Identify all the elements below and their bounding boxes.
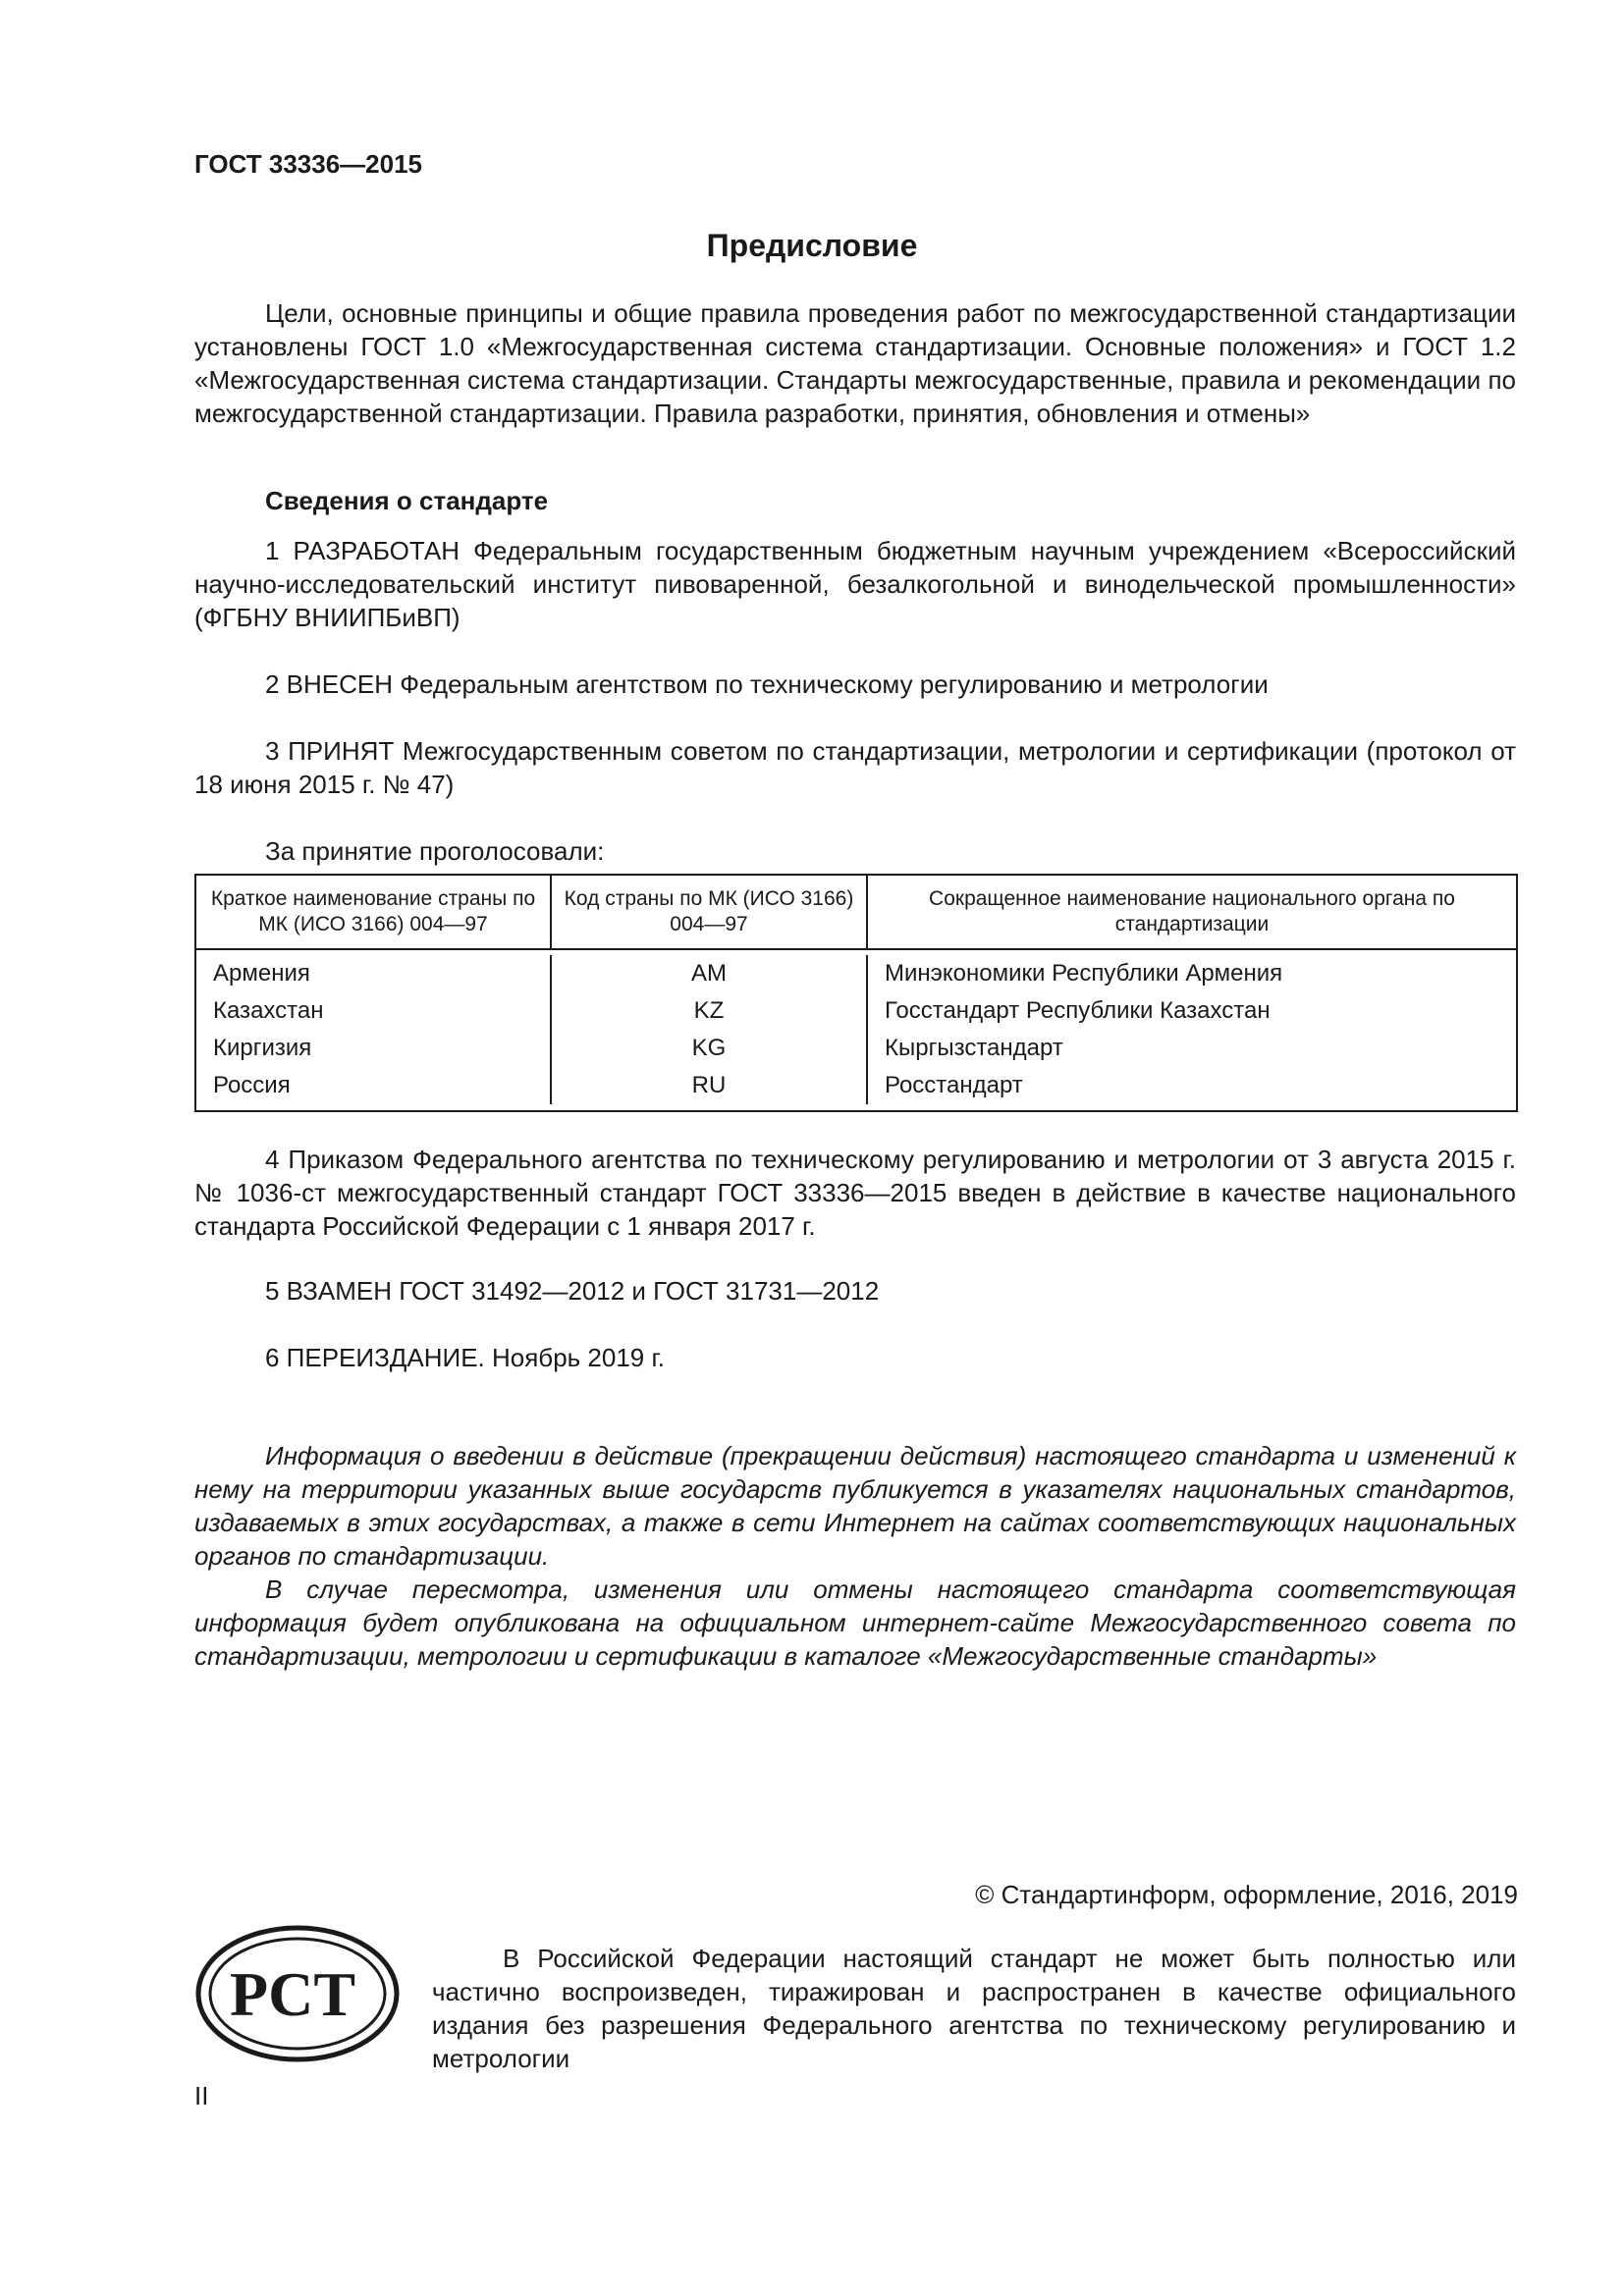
item-3-paragraph: 3 ПРИНЯТ Межгосударственным советом по стандартизации, метрологии и сертификации (протокол от 18 июня 2015 г. № 47) [194, 736, 1516, 799]
intro-paragraph: Цели, основные принципы и общие правила проведения работ по межгосударственной стандартизации установлены ГОСТ 1.0 «Межгосударственная система стандартизации. Основные положения» и ГОСТ 1.2 «Межгосударственная система стандартизации. Стандарты межгосударственные, правила и рекомендации по межгосударственной стандартизации. Правила разработки, принятия, обновления и отмены» [194, 298, 1516, 428]
table-cell-body: Минэкономики Республики Армения [885, 960, 1283, 987]
section-heading: Сведения о стандарте [265, 486, 549, 515]
page-number: II [194, 2081, 209, 2110]
copyright-line: © Стандартинформ, оформление, 2016, 2019 [975, 1880, 1518, 1909]
svg-text:PCT: PCT [230, 1959, 355, 2029]
table-cell-body: Росстандарт [885, 1072, 1023, 1098]
item-2-paragraph: 2 ВНЕСЕН Федеральным агентством по техническому регулированию и метрологии [265, 669, 1269, 699]
table-cell-country: Киргизия [213, 1035, 312, 1061]
table-header-country: Краткое наименование страны по МК (ИСО 3166) 004—97 [196, 876, 552, 948]
table-cell-code: KZ [693, 997, 725, 1024]
table-cell-country: Казахстан [213, 997, 324, 1024]
item-5-paragraph: 5 ВЗАМЕН ГОСТ 31492—2012 и ГОСТ 31731—2012 [265, 1276, 880, 1306]
note-1-paragraph: Информация о введении в действие (прекращении действия) настоящего стандарта и изменений к нему на территории указанных выше государств публикуется в указателях национальных стандартов, издаваемых в этих государствах, а также в сети Интернет на сайтах соответствующих национальных органов по стандартизации. [194, 1441, 1516, 1571]
table-cell-country: Россия [213, 1072, 291, 1098]
table-header-row [196, 876, 1516, 950]
table-column-country [196, 955, 552, 1104]
voting-table [194, 874, 1518, 1112]
document-code: ГОСТ 33336—2015 [194, 149, 422, 179]
item-1-paragraph: 1 РАЗРАБОТАН Федеральным государственным бюджетным научным учреждением «Всероссийский научно-исследовательский институт пивоваренной, безалкогольной и винодельческой промышленности» (ФГБНУ ВНИИПБиВП) [194, 536, 1516, 632]
item-6-paragraph: 6 ПЕРЕИЗДАНИЕ. Ноябрь 2019 г. [265, 1343, 666, 1372]
note-2-paragraph: В случае пересмотра, изменения или отмены настоящего стандарта соответствующая информация будет опубликована на официальном интернет-сайте Межгосударственного совета по стандартизации, метрологии и сертификации в каталоге «Межгосударственные стандарты» [194, 1575, 1516, 1671]
table-cell-code: RU [691, 1072, 727, 1098]
table-cell-code: AM [691, 960, 727, 987]
table-column-code [552, 955, 868, 1104]
voted-label: За принятие проголосовали: [265, 836, 605, 866]
page-title: Предисловие [706, 228, 918, 263]
table-column-body [868, 955, 1516, 1104]
table-header-body: Сокращенное наименование национального органа по стандартизации [929, 887, 1455, 935]
table-cell-code: KG [691, 1035, 727, 1061]
table-cell-body: Кыргызстандарт [885, 1035, 1063, 1061]
table-body [196, 950, 1516, 1110]
item-4-paragraph: 4 Приказом Федерального агентства по техническому регулированию и метрологии от 3 августа 2015 г. № 1036-ст межгосударственный стандарт ГОСТ 33336—2015 введен в действие в качестве национального стандарта Российской Федерации с 1 января 2017 г. [194, 1145, 1516, 1241]
rst-certification-mark-icon [194, 1924, 401, 2063]
table-cell-country: Армения [213, 960, 310, 987]
table-header-code: Код страны по МК (ИСО 3166) 004—97 [552, 876, 868, 948]
table-cell-body: Госстандарт Республики Казахстан [885, 997, 1271, 1024]
legal-notice: В Российской Федерации настоящий стандарт не может быть полностью или частично воспроизведен, тиражирован и распространен в качестве официального издания без разрешения Федерального агентства по техническому регулированию и метрологии [432, 1944, 1516, 2073]
